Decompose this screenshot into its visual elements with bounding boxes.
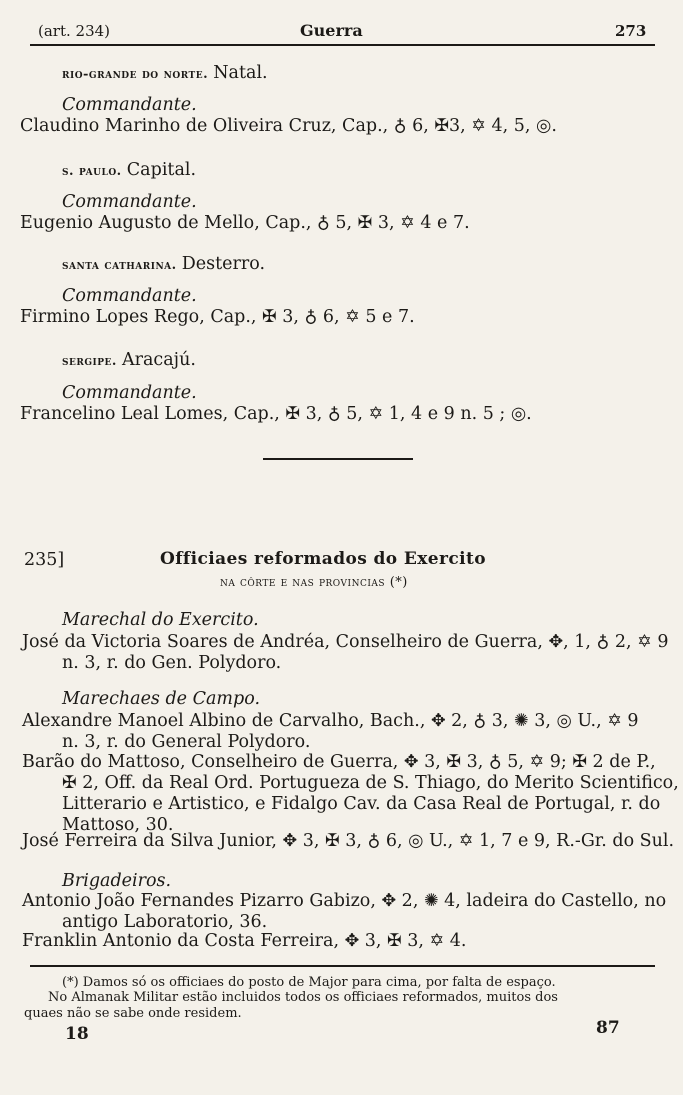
entry-line: Alexandre Manoel Albino de Carvalho, Bach., ✥ 2, ♁ 3, ✺ 3, ◎ U., ✡ 9 xyxy=(22,711,639,731)
footnote-line: (*) Damos só os officiaes do posto de Major para cima, por falta de espaço. xyxy=(62,975,556,990)
place-province: rio-grande do norte. xyxy=(62,67,209,82)
entry-line: Mattoso, 30. xyxy=(62,815,174,835)
entry-line: Litterario e Artistico, e Fidalgo Cav. da Casa Real de Portugal, r. do xyxy=(62,794,661,814)
entry-line: Antonio João Fernandes Pizarro Gabizo, ✥ 2, ✺ 4, ladeira do Castello, no xyxy=(22,891,667,911)
section-subtitle: na côrte e nas provincias (*) xyxy=(220,575,408,590)
place-heading xyxy=(62,160,196,180)
entry-line: Eugenio Augusto de Mello, Cap., ♁ 5, ✠ 3, ✡ 4 e 7. xyxy=(20,213,470,233)
entry-line: ✠ 2, Off. da Real Ord. Portugueza de S. Thiago, do Merito Scientifico, xyxy=(62,773,679,793)
section-title: Officiaes reformados do Exercito xyxy=(160,549,486,569)
section-divider xyxy=(263,458,413,460)
entry-line: n. 3, r. do General Polydoro. xyxy=(62,732,311,752)
entry-line: Firmino Lopes Rego, Cap., ✠ 3, ♁ 6, ✡ 5 e 7. xyxy=(20,307,415,327)
role-label: Commandante. xyxy=(62,192,197,212)
place-heading xyxy=(62,350,196,370)
place-province: santa catharina. xyxy=(62,258,177,273)
place-heading xyxy=(62,63,268,83)
place-province: s. paulo. xyxy=(62,164,122,179)
entry-line: Franklin Antonio da Costa Ferreira, ✥ 3, ✠ 3, ✡ 4. xyxy=(22,931,467,951)
place-city: Capital. xyxy=(126,160,197,180)
entry-line: antigo Laboratorio, 36. xyxy=(62,912,268,932)
entry-line: Barão do Mattoso, Conselheiro de Guerra, ✥ 3, ✠ 3, ♁ 5, ✡ 9; ✠ 2 de P., xyxy=(22,752,656,772)
role-label: Commandante. xyxy=(62,383,197,403)
place-city: Natal. xyxy=(213,63,268,83)
header-article-ref: (art. 234) xyxy=(38,22,111,40)
role-label: Commandante. xyxy=(62,95,197,115)
header-rule xyxy=(30,44,655,46)
header-title: Guerra xyxy=(300,21,363,40)
entry-line: Claudino Marinho de Oliveira Cruz, Cap., ♁ 6, ✠3, ✡ 4, 5, ◎. xyxy=(20,116,557,136)
entry-line: José Ferreira da Silva Junior, ✥ 3, ✠ 3, ♁ 6, ◎ U., ✡ 1, 7 e 9, R.-Gr. do Sul. xyxy=(22,831,675,851)
section-number: 235] xyxy=(24,550,65,570)
entry-line: n. 3, r. do Gen. Polydoro. xyxy=(62,653,282,673)
header-page-number: 273 xyxy=(615,22,647,40)
group-heading: Marechal do Exercito. xyxy=(62,610,259,630)
entry-line: Francelino Leal Lomes, Cap., ✠ 3, ♁ 5, ✡ 1, 4 e 9 n. 5 ; ◎. xyxy=(20,404,532,424)
footer-signature-left: 18 xyxy=(65,1024,89,1044)
group-heading: Marechaes de Campo. xyxy=(62,689,261,709)
footnote-rule xyxy=(30,965,655,967)
footnote-line: No Almanak Militar estão incluidos todos os officiaes reformados, muitos dos xyxy=(48,990,558,1005)
entry-line: José da Victoria Soares de Andréa, Conselheiro de Guerra, ✥, 1, ♁ 2, ✡ 9 xyxy=(22,632,669,652)
place-city: Aracajú. xyxy=(121,350,196,370)
group-heading: Brigadeiros. xyxy=(62,871,172,891)
place-province: sergipe. xyxy=(62,354,117,369)
role-label: Commandante. xyxy=(62,286,197,306)
footer-signature-right: 87 xyxy=(596,1018,620,1038)
place-city: Desterro. xyxy=(181,254,266,274)
place-heading xyxy=(62,254,265,274)
footnote-line: quaes não se sabe onde residem. xyxy=(24,1006,242,1021)
